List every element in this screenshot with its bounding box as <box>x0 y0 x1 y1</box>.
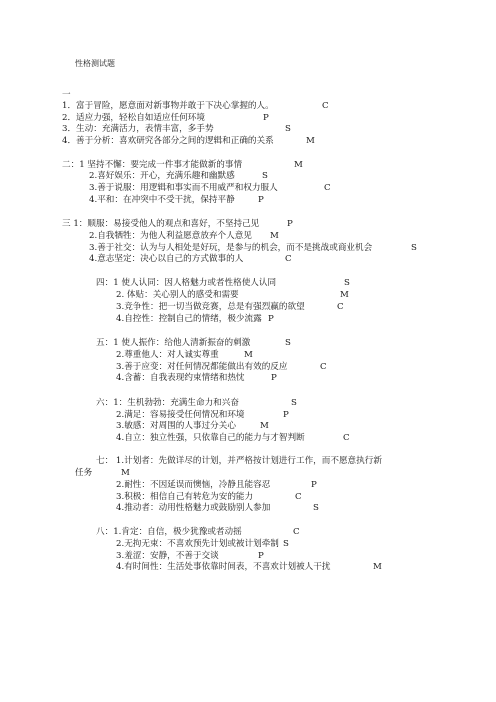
answer-letter: C <box>285 254 292 264</box>
question-line: 4.自立：独立性强，只依靠自己的能力与才智判断 <box>116 433 305 443</box>
answer-letter: C <box>293 527 300 537</box>
question-line: 一 <box>62 90 71 100</box>
question-line: 任务 <box>75 468 93 478</box>
answer-letter: S <box>344 278 350 288</box>
question-line: 二：1 坚持不懈：要完成一件事才能做新的事情 <box>62 160 243 170</box>
question-line: 4.意志坚定：决心以自己的方式做事的人 <box>89 254 244 264</box>
question-line: 2.尊重他人：对人诚实尊重 <box>116 350 219 360</box>
question-line: 4．善于分析：喜欢研究各部分之间的逻辑和正确的关系 <box>62 136 274 146</box>
answer-letter: S <box>285 124 291 134</box>
answer-letter: M <box>373 562 382 572</box>
answer-letter: M <box>260 421 269 431</box>
question-line: 4.推动者：动用性格魅力或鼓励别人参加 <box>116 503 271 513</box>
question-line: 七： 1.计划者：先做详尽的计划，并严格按计划进行工作，而不愿意执行新 <box>96 456 382 466</box>
answer-letter: S <box>313 503 319 513</box>
answer-letter: S <box>285 338 291 348</box>
answer-letter: P <box>311 480 317 490</box>
question-line: 4.平和：在冲突中不受干扰，保持平静 <box>89 195 235 205</box>
answer-letter: M <box>306 136 315 146</box>
answer-letter: P <box>258 195 264 205</box>
answer-letter: P <box>271 373 277 383</box>
answer-letter: C <box>343 433 350 443</box>
answer-letter: M <box>121 468 130 478</box>
answer-letter: S <box>291 398 297 408</box>
answer-letter: P <box>263 113 269 123</box>
answer-letter: C <box>295 492 302 502</box>
question-line: 2.满足：容易接受任何情况和环境 <box>116 410 245 420</box>
answer-letter: C <box>322 101 329 111</box>
question-line: 3.善于说服：用逻辑和事实而不用威严和权力服人 <box>89 183 278 193</box>
question-line: 4.自控性：控制自己的情绪，极少流露 <box>116 314 262 324</box>
answer-letter: M <box>244 350 253 360</box>
answer-letter: M <box>340 290 349 300</box>
question-line: 三 1：顺服：易接受他人的观点和喜好，不坚持己见 <box>62 219 260 229</box>
question-line: 五：1 使人振作：给他人清新振奋的刺激 <box>96 338 251 348</box>
answer-letter: S <box>411 243 417 253</box>
answer-letter: M <box>270 231 279 241</box>
question-line: 2.喜好娱乐：开心，充满乐趣和幽默感 <box>89 171 235 181</box>
answer-letter: P <box>268 314 274 324</box>
answer-letter: P <box>287 219 293 229</box>
question-line: 3.善于社交：认为与人相处是好玩，是参与的机会，而不是挑战或商业机会 <box>89 243 373 253</box>
answer-letter: C <box>324 183 331 193</box>
question-line: 2.耐性：不因延误而懊恼，冷静且能容忍 <box>116 480 271 490</box>
document-title: 性格测试题 <box>75 59 115 68</box>
question-line: 八：1.肯定：自信，极少犹豫或者动摇 <box>96 527 242 537</box>
question-line: 2.无拘无束：不喜欢预先计划或被计划牵制 <box>116 539 279 549</box>
question-line: 4.有时间性：生活处事依靠时间表，不喜欢计划被人干扰 <box>116 562 331 572</box>
answer-letter: S <box>283 539 289 549</box>
question-line: 3.竞争性：把一切当做竞赛，总是有强烈赢的欲望 <box>116 302 305 312</box>
question-line: 1．富于冒险，愿意面对新事物并敢于下决心掌握的人。 <box>62 101 274 111</box>
answer-letter: P <box>258 551 264 561</box>
answer-letter: C <box>320 362 327 372</box>
question-line: 四：1 使人认同：因人格魅力或者性格使人认同 <box>96 278 277 288</box>
question-line: 3.积极：相信自己有转危为安的能力 <box>116 492 254 502</box>
answer-letter: C <box>337 302 344 312</box>
question-line: 3．生动：充满活力，表情丰富，多手势 <box>62 124 214 134</box>
question-line: 2．适应力强，轻松自如适应任何环境 <box>62 113 205 123</box>
question-line: 2.自我牺牲：为他人利益愿意放弃个人意见 <box>89 231 252 241</box>
question-line: 六：1：生机勃勃：充满生命力和兴奋 <box>96 398 239 408</box>
question-line: 3.敏感：对周围的人事过分关心 <box>116 421 236 431</box>
answer-letter: S <box>262 171 268 181</box>
answer-letter: M <box>294 160 303 170</box>
question-line: 4.含蓄：自我表现约束情绪和热忱 <box>116 373 245 383</box>
question-line: 3.善于应变：对任何情况都能做出有效的反应 <box>116 362 288 372</box>
answer-letter: P <box>283 410 289 420</box>
question-line: 3.羞涩：安静，不善于交谈 <box>116 551 219 561</box>
question-line: 2. 体贴：关心别人的感受和需要 <box>116 290 239 300</box>
